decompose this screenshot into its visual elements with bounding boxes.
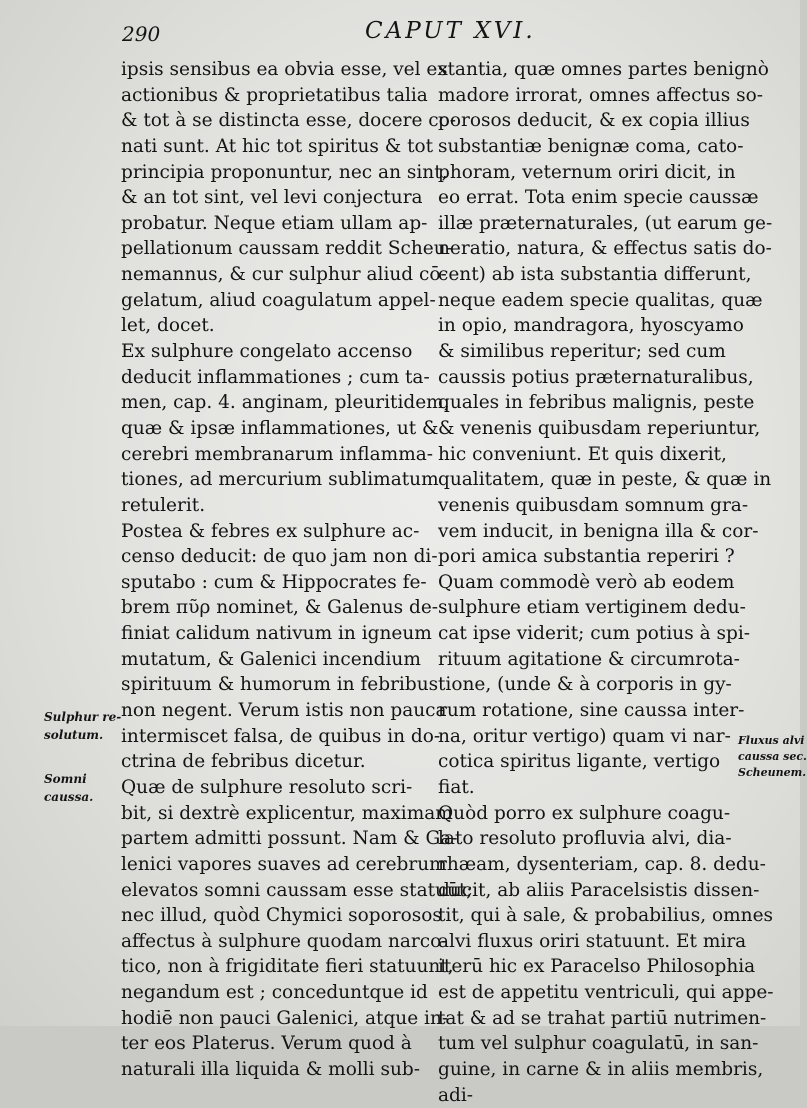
text-line: cerebri membranarum inflamma- xyxy=(121,443,434,465)
text-line: hodiē non pauci Galenici, atque in- xyxy=(121,1007,449,1029)
text-line: actionibus & proprietatibus talia xyxy=(121,84,428,106)
text-line: venenis quibusdam somnum gra- xyxy=(438,494,749,516)
margin-note-line: solutum. xyxy=(44,728,104,742)
text-line: Quòd porro ex sulphure coagu- xyxy=(438,802,731,824)
text-line: in opio, mandragora, hyoscyamo xyxy=(438,315,744,337)
text-line: neque eadem specie qualitas, quæ xyxy=(438,289,763,311)
text-line: rum rotatione, sine caussa inter- xyxy=(438,700,745,722)
text-line: tiones, ad mercurium sublimatum xyxy=(121,469,439,491)
text-line: partem admitti possunt. Nam & Ga- xyxy=(121,828,458,850)
text-line: & an tot sint, vel levi conjectura xyxy=(121,187,423,209)
text-line: cotica spiritus ligante, vertigo xyxy=(438,751,721,773)
text-line: & tot à se distincta esse, docere co- xyxy=(121,110,457,132)
text-line: fiat. xyxy=(438,776,475,798)
text-line: nemannus, & cur sulphur aliud cō- xyxy=(121,264,447,286)
text-line: brem πῦρ nominet, & Galenus de- xyxy=(121,597,439,619)
text-line: probatur. Neque etiam ullam ap- xyxy=(121,212,428,234)
text-line: tat & ad se trahat partiū nutrimen- xyxy=(438,1007,767,1029)
text-line: ter eos Platerus. Verum quod à xyxy=(121,1033,412,1055)
text-line: est de appetitu ventriculi, qui appe- xyxy=(438,982,774,1004)
text-line: finiat calidum nativum in igneum xyxy=(121,623,432,645)
text-line: deducit inflammationes ; cum ta- xyxy=(121,366,430,388)
text-line: tit, qui à sale, & probabilius, omnes xyxy=(438,905,774,927)
running-head: CAPUT XVI. xyxy=(365,18,536,44)
margin-note-line: Fluxus alvi xyxy=(738,734,805,747)
margin-note-fluxus-alvi xyxy=(738,733,807,781)
text-line: naturali illa liquida & molli sub- xyxy=(121,1058,420,1080)
page-number: 290 xyxy=(122,22,161,46)
text-line: na, oritur vertigo) quam vi nar- xyxy=(438,725,731,747)
text-line: nec illud, quòd Chymici soporosos xyxy=(121,905,442,927)
margin-note-somni-caussa xyxy=(44,770,93,806)
text-line: ctrina de febribus dicetur. xyxy=(121,751,366,773)
text-line: madore irrorat, omnes affectus so- xyxy=(438,84,764,106)
text-line: & similibus reperitur; sed cum xyxy=(438,341,726,363)
text-line: ipsis sensibus ea obvia esse, vel ex xyxy=(121,59,448,80)
text-line: principia proponuntur, nec an sint, xyxy=(121,161,448,183)
text-line: elevatos somni caussam esse statuūt; xyxy=(121,879,473,901)
text-line: tione, (unde & à corporis in gy- xyxy=(438,674,732,696)
text-line: Postea & febres ex sulphure ac- xyxy=(121,520,420,542)
text-line: bit, si dextrè explicentur, maximam xyxy=(121,802,453,824)
text-line: quæ & ipsæ inflammationes, ut & xyxy=(121,417,439,439)
text-line: men, cap. 4. anginam, pleuritidem, xyxy=(121,392,450,414)
text-line: pellationum caussam reddit Scheu- xyxy=(121,238,452,260)
text-line: iterū hic ex Paracelso Philosophia xyxy=(438,956,756,978)
text-line: lenici vapores suaves ad cerebrum xyxy=(121,853,447,875)
text-line: censo deducit: de quo jam non di- xyxy=(121,546,438,568)
text-line: adi- xyxy=(438,1084,474,1106)
text-line: ducit, ab aliis Paracelsistis dissen- xyxy=(438,879,760,901)
text-line: caussis potius præternaturalibus, xyxy=(438,366,754,388)
text-line: qualitatem, quæ in peste, & quæ in xyxy=(438,469,772,491)
text-line: alvi fluxus oriri statuunt. Et mira xyxy=(438,930,747,952)
text-line: phoram, veternum oriri dicit, in xyxy=(438,161,736,183)
text-line: Quæ de sulphure resoluto scri- xyxy=(121,776,413,798)
margin-note-sulphur-resolutum xyxy=(44,708,121,744)
text-line: stantia, quæ omnes partes benignò xyxy=(438,59,769,80)
text-line: rhæam, dysenteriam, cap. 8. dedu- xyxy=(438,853,766,875)
text-line: nati sunt. At hic tot spiritus & tot xyxy=(121,135,434,157)
text-line: affectus à sulphure quodam narco- xyxy=(121,930,448,952)
text-line: negandum est ; conceduntque id xyxy=(121,982,428,1004)
text-line: mutatum, & Galenici incendium xyxy=(121,648,421,670)
text-line: lato resoluto profluvia alvi, dia- xyxy=(438,828,732,850)
text-line: gelatum, aliud coagulatum appel- xyxy=(121,289,436,311)
text-line: let, docet. xyxy=(121,315,215,337)
text-line: vem inducit, in benigna illa & cor- xyxy=(438,520,759,542)
text-line: non negent. Verum istis non pauca xyxy=(121,700,447,722)
text-line: guine, in carne & in aliis membris, xyxy=(438,1058,764,1080)
text-line: eo errat. Tota enim specie caussæ xyxy=(438,187,759,209)
margin-note-line: Scheunem. xyxy=(738,766,807,779)
text-line: porosos deducit, & ex copia illius xyxy=(438,110,750,132)
text-line: intermiscet falsa, de quibus in do- xyxy=(121,725,441,747)
text-line: hic conveniunt. Et quis dixerit, xyxy=(438,443,727,465)
text-line: cent) ab ista substantia differunt, xyxy=(438,264,752,286)
text-line: retulerit. xyxy=(121,494,206,516)
text-line: quales in febribus malignis, peste xyxy=(438,392,755,414)
text-line: Quam commodè verò ab eodem xyxy=(438,571,735,593)
text-line: pori amica substantia reperiri ? xyxy=(438,546,735,568)
text-line: cat ipse viderit; cum potius à spi- xyxy=(438,623,750,645)
text-line: sputabo : cum & Hippocrates fe- xyxy=(121,571,427,593)
text-line: tum vel sulphur coagulatū, in san- xyxy=(438,1033,759,1055)
text-line: sulphure etiam vertiginem dedu- xyxy=(438,597,746,619)
margin-note-line: Somni xyxy=(44,772,87,786)
text-line: neratio, natura, & effectus satis do- xyxy=(438,238,772,260)
text-line: illæ præternaturales, (ut earum ge- xyxy=(438,212,773,234)
text-line: Ex sulphure congelato accenso xyxy=(121,341,413,363)
margin-note-line: Sulphur re- xyxy=(44,710,122,724)
text-line: tico, non à frigiditate fieri statuunt, xyxy=(121,956,454,978)
margin-note-line: caussa sec. xyxy=(738,750,807,763)
text-line: & venenis quibusdam reperiuntur, xyxy=(438,417,761,439)
margin-note-line: caussa. xyxy=(44,790,94,804)
text-line: spirituum & humorum in febribus xyxy=(121,674,439,696)
text-line: substantiæ benignæ coma, cato- xyxy=(438,135,744,157)
text-line: rituum agitatione & circumrota- xyxy=(438,648,740,670)
